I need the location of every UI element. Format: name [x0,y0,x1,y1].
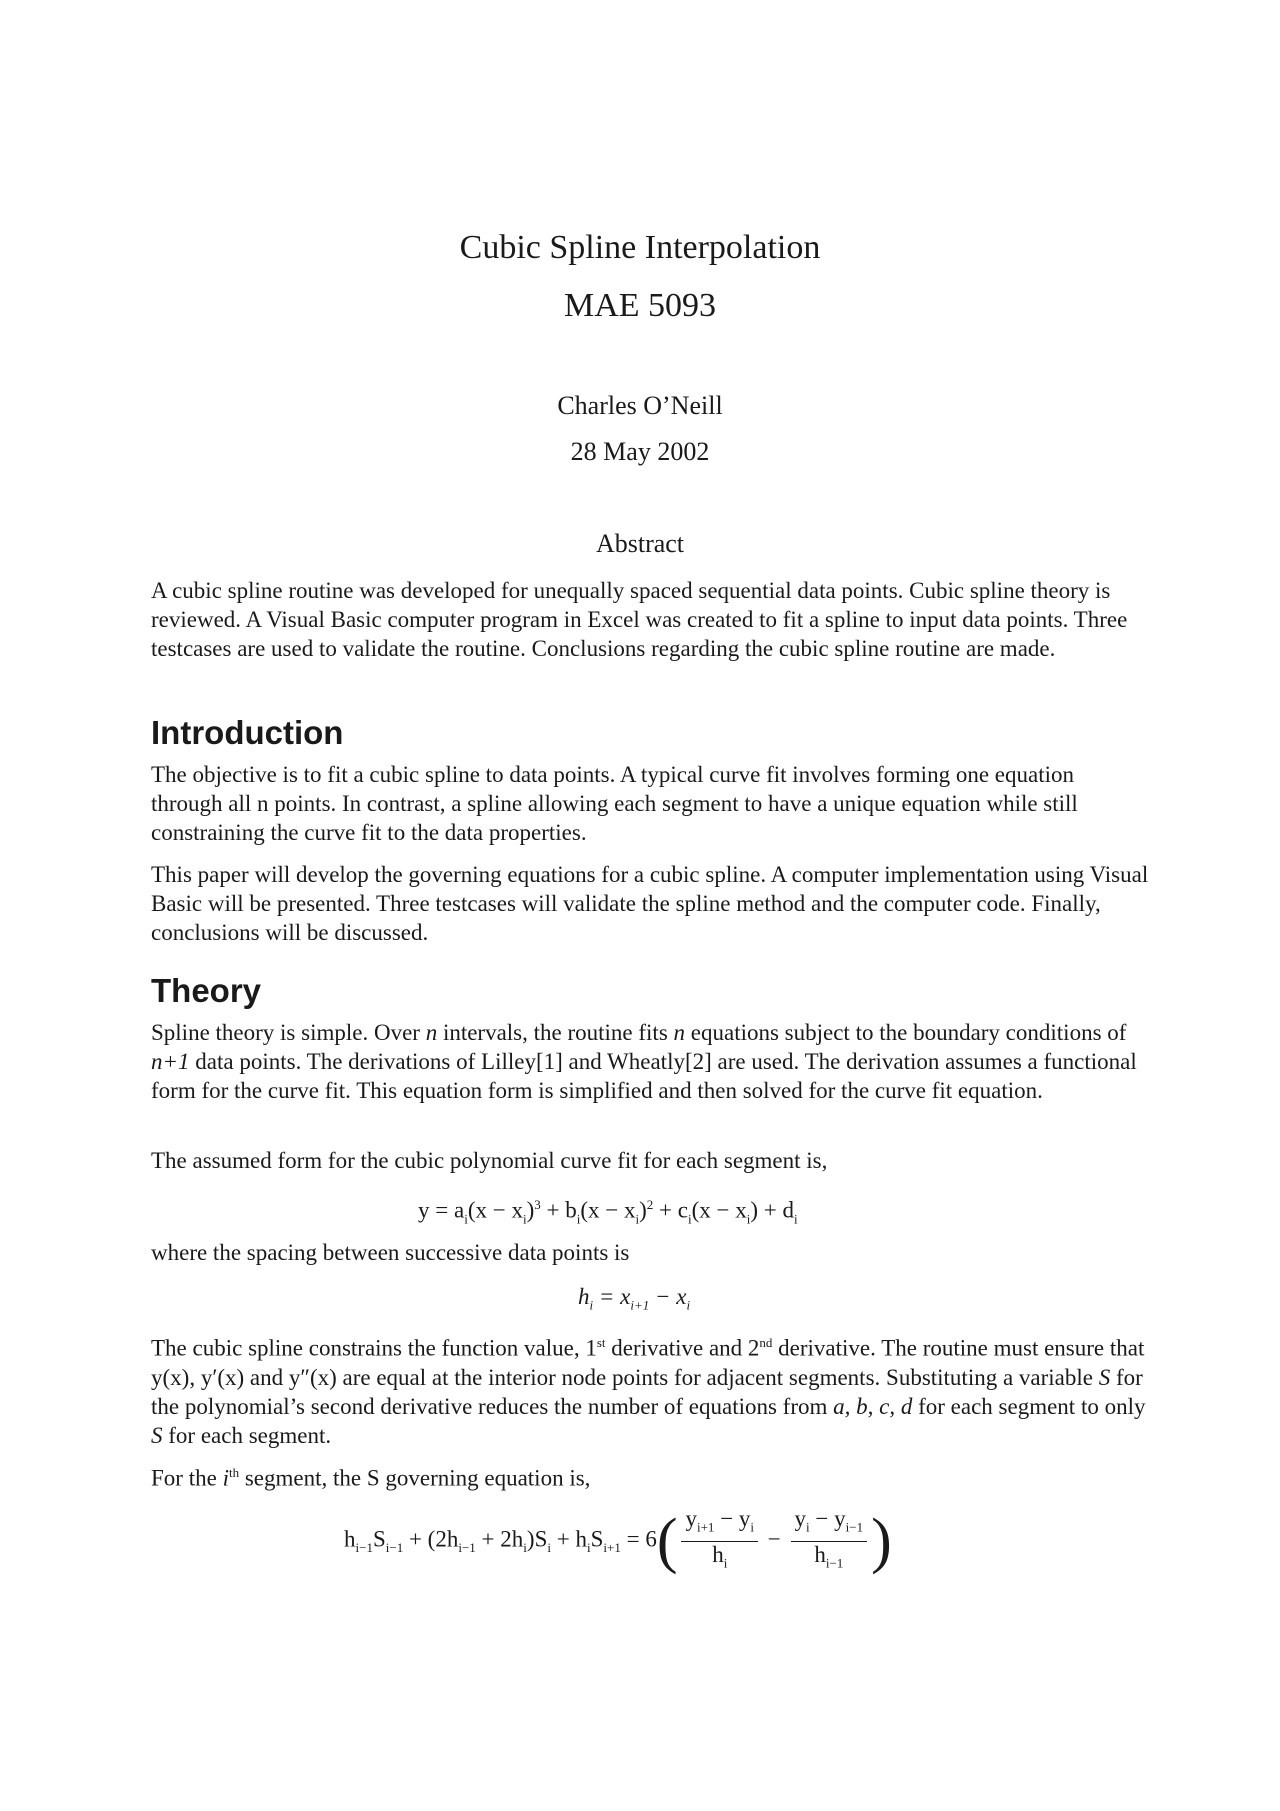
course-number: MAE 5093 [563,287,717,324]
introduction-paragraph-1: The objective is to fit a cubic spline to data points. A typical curve fit involves forming one equation through all n points. In contrast, a spline allowing each segment to have a unique equation while still constraining the curve fit to the data properties. [151,762,1078,845]
theory-heading: Theory [151,972,262,1009]
theory-paragraph-3: where the spacing between successive data points is [151,1240,630,1265]
theory-paragraph-1: Spline theory is simple. Over n intervals, the routine fits n equations subject to the boundary conditions of n+1 data points. The derivations of Lilley[1] and Wheatly[2] are used. The derivation assumes a functional form for the curve fit. This equation form is simplified and then solved for the curve fit equation. [151,1020,1137,1103]
introduction-heading: Introduction [151,714,344,751]
introduction-paragraph-2: This paper will develop the governing equations for a cubic spline. A computer implementation using Visual Basic will be presented. Three testcases will validate the spline method and the computer code. Finally, conclusions will be discussed. [151,862,1149,945]
cubic-polynomial-equation: $y = a_i(x - x_i)^3 + b_i(x - x_i)^2 + c_i(x - x_i) + d_i$ [418,1197,798,1227]
abstract-heading: Abstract [595,529,685,558]
spacing-equation: $h_i = x_{i+1} - x_i$ [578,1284,691,1313]
theory-paragraph-4: The cubic spline constrains the function value, 1st derivative and 2nd derivative. The routine must ensure that y(x), y′(x) and y″(x) are equal at the interior node points for adjacent segments. Substituting a variable S for the polynomial’s second derivative reduces the number of equations from a, b, c, d for each segment to only S for each segment. [151,1335,1146,1448]
paper-date: 28 May 2002 [570,437,710,466]
abstract-text: A cubic spline routine was developed for unequally spaced sequential data points. Cubic spline theory is reviewed. A Visual Basic computer program in Excel was created to fit a spline to input data points. Three testcases are used to validate the routine. Conclusions regarding the cubic spline routine are made. [151,578,1128,661]
paper-title: Cubic Spline Interpolation [459,229,821,266]
author-name: Charles O’Neill [557,391,723,420]
theory-paragraph-5: For the $i^{th}$ segment, the S governing equation is, [151,1465,591,1491]
governing-s-equation: $h_{i-1}S_{i-1} + (2h_{i-1} + 2h_i)S_i + h_iS_{i+1} = 6$( $\frac{y_{i+1} - y_i}{h_i}$ − $\frac{y_i - y_{i-1}}{h_{i-1}}$ ) [344,1506,892,1576]
theory-paragraph-2: The assumed form for the cubic polynomial curve fit for each segment is, [151,1148,828,1173]
